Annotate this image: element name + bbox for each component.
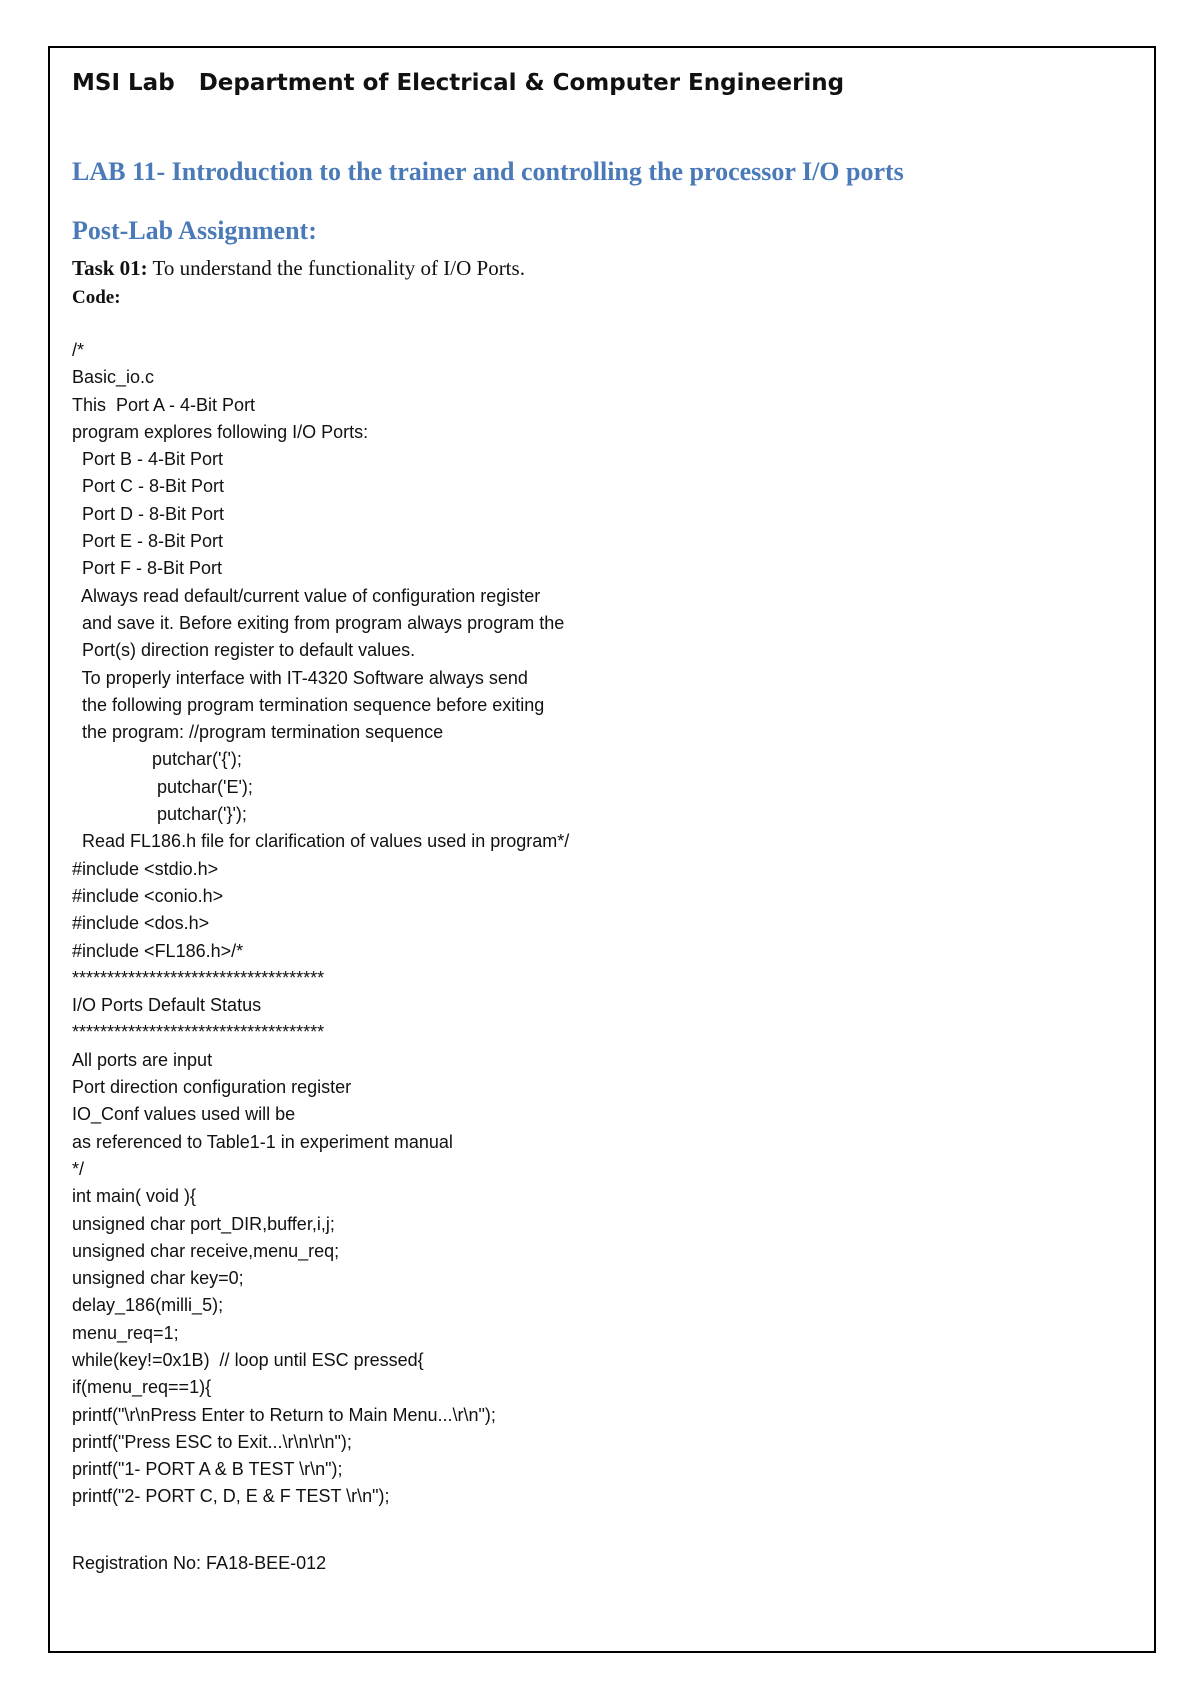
code-line: ************************************ (72, 1022, 325, 1043)
code-line: Port direction configuration register (72, 1077, 352, 1098)
lab-name: MSI Lab (72, 70, 175, 96)
code-line: menu_req=1; (72, 1322, 179, 1343)
code-line: #include <FL186.h>/* (72, 940, 244, 961)
code-line: Always read default/current value of configuration register (72, 585, 541, 606)
code-line: All ports are input (72, 1049, 213, 1070)
code-line: printf("Press ESC to Exit...\r\n\r\n"); (72, 1431, 352, 1452)
code-line: Port D - 8-Bit Port (72, 503, 225, 524)
registration-number: Registration No: FA18-BEE-012 (72, 1553, 327, 1573)
code-line: #include <dos.h> (72, 913, 210, 934)
code-line: Port E - 8-Bit Port (72, 531, 224, 552)
code-line: putchar('{'); (72, 749, 242, 770)
code-line: This Port A - 4-Bit Port (72, 394, 256, 415)
code-line: IO_Conf values used will be (72, 1104, 296, 1125)
code-line: Port F - 8-Bit Port (72, 558, 223, 579)
lab-title: LAB 11- Introduction to the trainer and controlling the processor I/O ports (72, 157, 904, 186)
code-line: putchar('E'); (72, 776, 253, 797)
task-text: To understand the functionality of I/O Ports. (147, 256, 525, 280)
code-line: I/O Ports Default Status (72, 995, 262, 1016)
code-line: the program: //program termination sequence (72, 722, 444, 743)
department-name: Department of Electrical & Computer Engineering (198, 70, 845, 96)
post-lab-heading: Post-Lab Assignment: (72, 216, 317, 245)
document-header (72, 70, 844, 96)
code-line: unsigned char port_DIR,buffer,i,j; (72, 1213, 335, 1234)
code-line: Read FL186.h file for clarification of values used in program*/ (72, 831, 570, 852)
task-statement (72, 256, 525, 281)
code-line: as referenced to Table1-1 in experiment manual (72, 1131, 453, 1152)
code-line: program explores following I/O Ports: (72, 421, 369, 442)
code-line: printf("1- PORT A & B TEST \r\n"); (72, 1459, 343, 1480)
code-line: if(menu_req==1){ (72, 1377, 212, 1398)
task-label: Task 01: (72, 256, 148, 280)
code-line: while(key!=0x1B) // loop until ESC pressed{ (72, 1349, 424, 1370)
code-line: /* (72, 340, 85, 360)
code-line: Basic_io.c (72, 367, 155, 388)
code-line: unsigned char key=0; (72, 1268, 244, 1289)
code-line: and save it. Before exiting from program always program the (72, 612, 565, 633)
code-line: delay_186(milli_5); (72, 1295, 224, 1316)
code-line: putchar('}'); (72, 804, 247, 825)
code-line: printf("\r\nPress Enter to Return to Main Menu...\r\n"); (72, 1404, 496, 1425)
code-label: Code: (72, 287, 121, 308)
code-line: printf("2- PORT C, D, E & F TEST \r\n"); (72, 1486, 390, 1507)
code-line: the following program termination sequence before exiting (72, 694, 545, 715)
code-line: #include <stdio.h> (72, 858, 219, 879)
code-listing (72, 337, 569, 1511)
code-line: To properly interface with IT-4320 Software always send (72, 667, 528, 688)
code-line: #include <conio.h> (72, 885, 224, 906)
code-line: ************************************ (72, 967, 325, 988)
code-line: int main( void ){ (72, 1186, 197, 1207)
code-line: */ (72, 1158, 85, 1179)
code-line: unsigned char receive,menu_req; (72, 1240, 340, 1261)
code-line: Port C - 8-Bit Port (72, 476, 225, 497)
code-line: Port B - 4-Bit Port (72, 449, 224, 470)
code-line: Port(s) direction register to default values. (72, 640, 416, 661)
